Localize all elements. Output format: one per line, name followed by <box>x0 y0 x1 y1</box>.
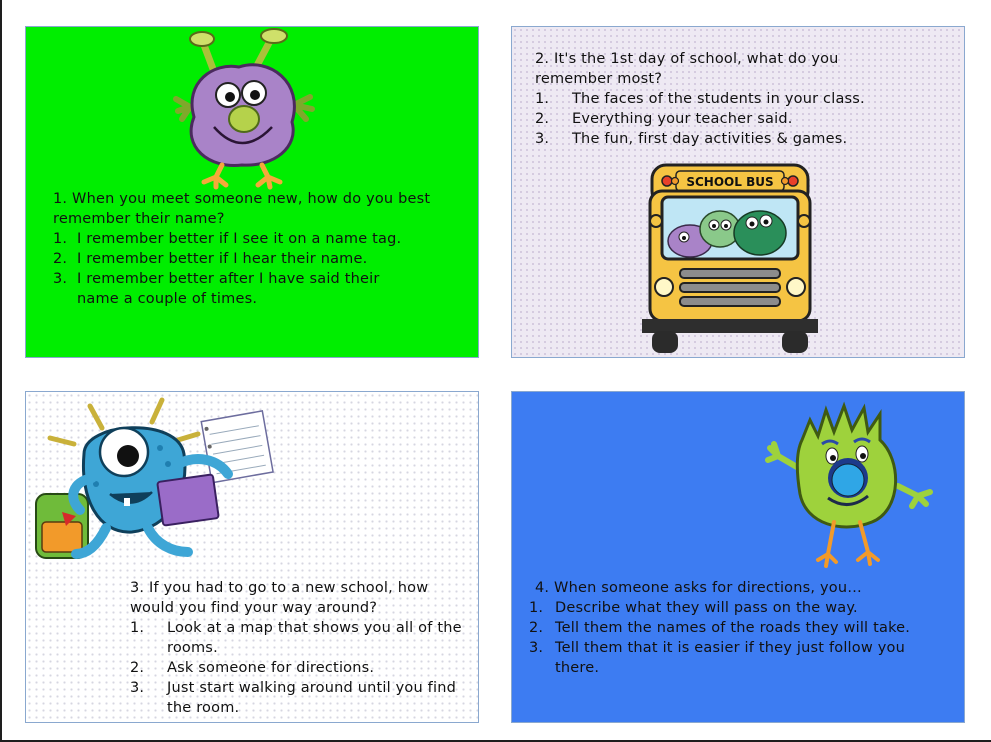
answer-number: 3. <box>529 640 544 656</box>
question-prompt: 2. It's the 1st day of school, what do you remember most? <box>535 51 839 87</box>
answer-number: 1. <box>130 620 145 636</box>
answer-list <box>535 89 955 149</box>
answer-text: The faces of the students in your class. <box>572 91 865 107</box>
answer-text: I remember better if I see it on a name tag. <box>77 231 402 247</box>
question-text-block <box>529 578 944 678</box>
answer-option <box>529 598 944 618</box>
answer-option <box>529 638 944 678</box>
question-card-1 <box>25 26 479 358</box>
green-monster-illustration <box>762 400 942 572</box>
school-bus-illustration <box>642 161 818 355</box>
answer-option <box>535 109 955 129</box>
answer-text: Tell them the names of the roads they will take. <box>555 620 911 636</box>
answer-option <box>529 618 944 638</box>
answer-number: 2. <box>535 111 550 127</box>
question-prompt: 1. When you meet someone new, how do you best remember their name? <box>53 191 431 227</box>
question-card-3 <box>25 391 479 723</box>
answer-option <box>130 658 475 678</box>
answer-text: Look at a map that shows you all of the rooms. <box>167 620 462 656</box>
answer-number: 2. <box>529 620 544 636</box>
question-card-4 <box>511 391 965 723</box>
question-card-2 <box>511 26 965 358</box>
question-text-block <box>53 189 463 309</box>
answer-text: Tell them that it is easier if they just follow you there. <box>555 640 905 676</box>
answer-text: Everything your teacher said. <box>572 111 793 127</box>
answer-text: The fun, first day activities & games. <box>572 131 848 147</box>
answer-number: 1. <box>53 231 68 247</box>
answer-number: 3. <box>535 131 550 147</box>
question-prompt: 3. If you had to go to a new school, how would you find your way around? <box>130 580 429 616</box>
answer-text: I remember better after I have said their name a couple of times. <box>77 271 380 307</box>
answer-number: 1. <box>529 600 544 616</box>
question-prompt: 4. When someone asks for directions, you… <box>535 580 862 596</box>
answer-text: I remember better if I hear their name. <box>77 251 368 267</box>
answer-option <box>130 678 475 718</box>
page-border-left <box>0 0 2 742</box>
answer-list <box>529 598 944 678</box>
answer-list <box>53 229 463 309</box>
answer-text: Just start walking around until you find the room. <box>167 680 457 716</box>
answer-list <box>130 618 475 718</box>
answer-option <box>535 89 955 109</box>
answer-option <box>535 129 955 149</box>
answer-number: 2. <box>130 660 145 676</box>
question-text-block <box>130 578 475 718</box>
answer-option <box>53 269 463 309</box>
answer-text: Describe what they will pass on the way. <box>555 600 858 616</box>
question-text-block <box>535 49 955 149</box>
answer-option <box>53 229 463 249</box>
bus-sign-text: SCHOOL BUS <box>686 175 774 189</box>
answer-option <box>130 618 475 658</box>
answer-number: 2. <box>53 251 68 267</box>
answer-number: 1. <box>535 91 550 107</box>
answer-number: 3. <box>130 680 145 696</box>
blue-monster-illustration <box>28 394 288 572</box>
answer-number: 3. <box>53 271 68 287</box>
answer-text: Ask someone for directions. <box>167 660 375 676</box>
purple-monster-illustration <box>164 27 324 192</box>
answer-option <box>53 249 463 269</box>
